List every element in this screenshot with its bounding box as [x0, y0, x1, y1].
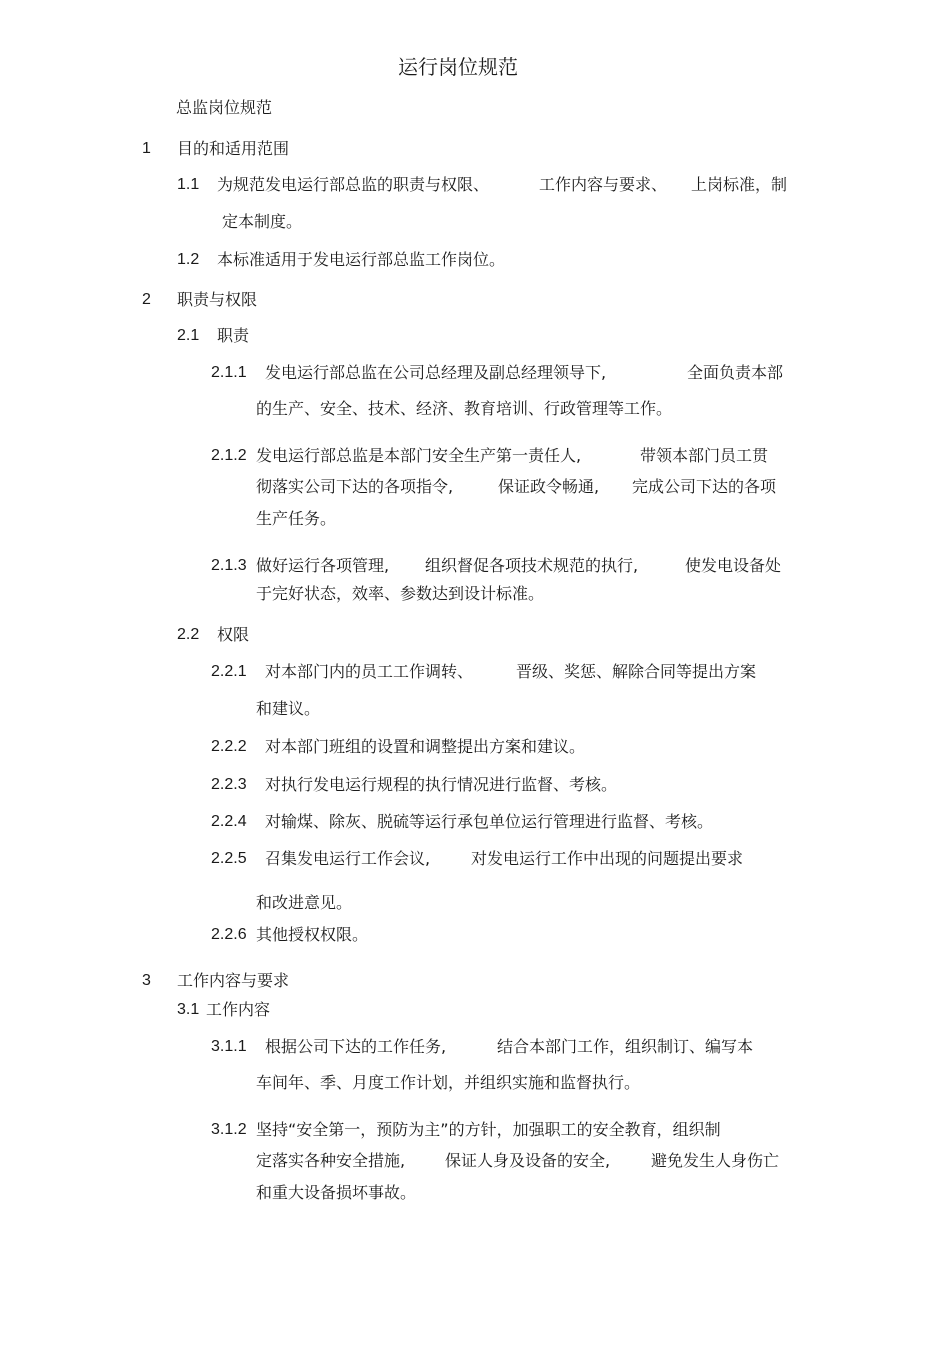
item-2-1-1-text-a: 发电运行部总监在公司总经理及副总经理领导下,	[265, 363, 607, 382]
item-2-1-2-text-b: 带领本部门员工贯	[640, 446, 769, 465]
section-2-title: 职责与权限	[177, 290, 258, 309]
section-3-number: 3	[142, 972, 151, 989]
item-2-2-6-text: 其他授权权限。	[256, 925, 369, 944]
item-3-1-2-number: 3.1.2	[211, 1121, 247, 1138]
item-2-2-6-number: 2.2.6	[211, 926, 247, 943]
item-1-2-text: 本标准适用于发电运行部总监工作岗位。	[217, 250, 506, 269]
item-2-2-3-text: 对执行发电运行规程的执行情况进行监督、考核。	[265, 775, 618, 794]
item-2-1-1-text-b: 全面负责本部	[687, 363, 784, 382]
item-3-1-1-number: 3.1.1	[211, 1038, 247, 1055]
item-3-1-2-text-e: 和重大设备损坏事故。	[256, 1183, 417, 1202]
item-2-1-1-text-c: 的生产、安全、技术、经济、教育培训、行政管理等工作。	[256, 399, 673, 418]
item-2-1-2-text-d: 保证政令畅通,	[498, 477, 600, 496]
item-2-1-3-text-a: 做好运行各项管理,	[256, 556, 390, 575]
item-2-2-5-text-c: 和改进意见。	[256, 893, 353, 912]
item-2-1-3-text-c: 使发电设备处	[685, 556, 782, 575]
section-2-number: 2	[142, 291, 151, 308]
document-title: 运行岗位规范	[398, 55, 518, 79]
item-2-2-1-number: 2.2.1	[211, 663, 247, 680]
section-1-number: 1	[142, 140, 151, 157]
section-3-title: 工作内容与要求	[177, 971, 290, 990]
item-2-1-2-text-f: 生产任务。	[256, 509, 337, 528]
item-1-2-number: 1.2	[177, 251, 200, 268]
item-2-2-1-text-b: 晋级、奖惩、解除合同等提出方案	[516, 662, 757, 681]
item-2-1-2-number: 2.1.2	[211, 447, 247, 464]
item-2-2-3-number: 2.2.3	[211, 776, 247, 793]
item-3-1-1-text-b: 结合本部门工作，组织制订、编写本	[497, 1037, 754, 1056]
item-2-2-1-text-c: 和建议。	[256, 699, 321, 718]
item-2-2-5-number: 2.2.5	[211, 850, 247, 867]
item-2-2-4-number: 2.2.4	[211, 813, 247, 830]
item-2-1-3-text-d: 于完好状态，效率、参数达到设计标准。	[256, 584, 545, 603]
item-3-1-1-text-a: 根据公司下达的工作任务,	[265, 1037, 447, 1056]
item-2-2-2-number: 2.2.2	[211, 738, 247, 755]
document-subtitle: 总监岗位规范	[176, 98, 273, 117]
item-3-1-number: 3.1	[177, 1001, 200, 1018]
item-2-1-2-text-c: 彻落实公司下达的各项指令,	[256, 477, 454, 496]
item-2-2-title: 权限	[217, 625, 250, 644]
item-2-1-title: 职责	[217, 326, 250, 345]
section-1-title: 目的和适用范围	[177, 139, 290, 158]
item-2-2-number: 2.2	[177, 626, 200, 643]
item-2-1-number: 2.1	[177, 327, 200, 344]
item-3-1-2-text-c: 保证人身及设备的安全,	[445, 1151, 611, 1170]
item-2-1-2-text-e: 完成公司下达的各项	[632, 477, 777, 496]
item-1-1-text-d: 定本制度。	[222, 212, 303, 231]
item-3-1-2-text-d: 避免发生人身伤亡	[651, 1151, 780, 1170]
item-2-1-2-text-a: 发电运行部总监是本部门安全生产第一责任人,	[256, 446, 582, 465]
item-2-2-4-text: 对输煤、除灰、脱硫等运行承包单位运行管理进行监督、考核。	[265, 812, 714, 831]
item-3-1-2-text-b: 定落实各种安全措施,	[256, 1151, 406, 1170]
item-2-2-2-text: 对本部门班组的设置和调整提出方案和建议。	[265, 737, 586, 756]
item-2-2-5-text-b: 对发电运行工作中出现的问题提出要求	[471, 849, 744, 868]
item-3-1-2-text-a: 坚持“安全第一，预防为主”的方针，加强职工的安全教育，组织制	[256, 1120, 721, 1139]
item-1-1-text-b: 工作内容与要求、	[539, 175, 668, 194]
item-1-1-text-a: 为规范发电运行部总监的职责与权限、	[217, 175, 490, 194]
item-3-1-title: 工作内容	[206, 1000, 271, 1019]
item-1-1-number: 1.1	[177, 176, 200, 193]
item-1-1-text-c: 上岗标准，制	[691, 175, 788, 194]
item-2-2-1-text-a: 对本部门内的员工工作调转、	[265, 662, 474, 681]
item-2-2-5-text-a: 召集发电运行工作会议,	[265, 849, 431, 868]
item-3-1-1-text-c: 车间年、季、月度工作计划，并组织实施和监督执行。	[256, 1073, 641, 1092]
item-2-1-3-text-b: 组织督促各项技术规范的执行,	[425, 556, 639, 575]
item-2-1-1-number: 2.1.1	[211, 364, 247, 381]
item-2-1-3-number: 2.1.3	[211, 557, 247, 574]
